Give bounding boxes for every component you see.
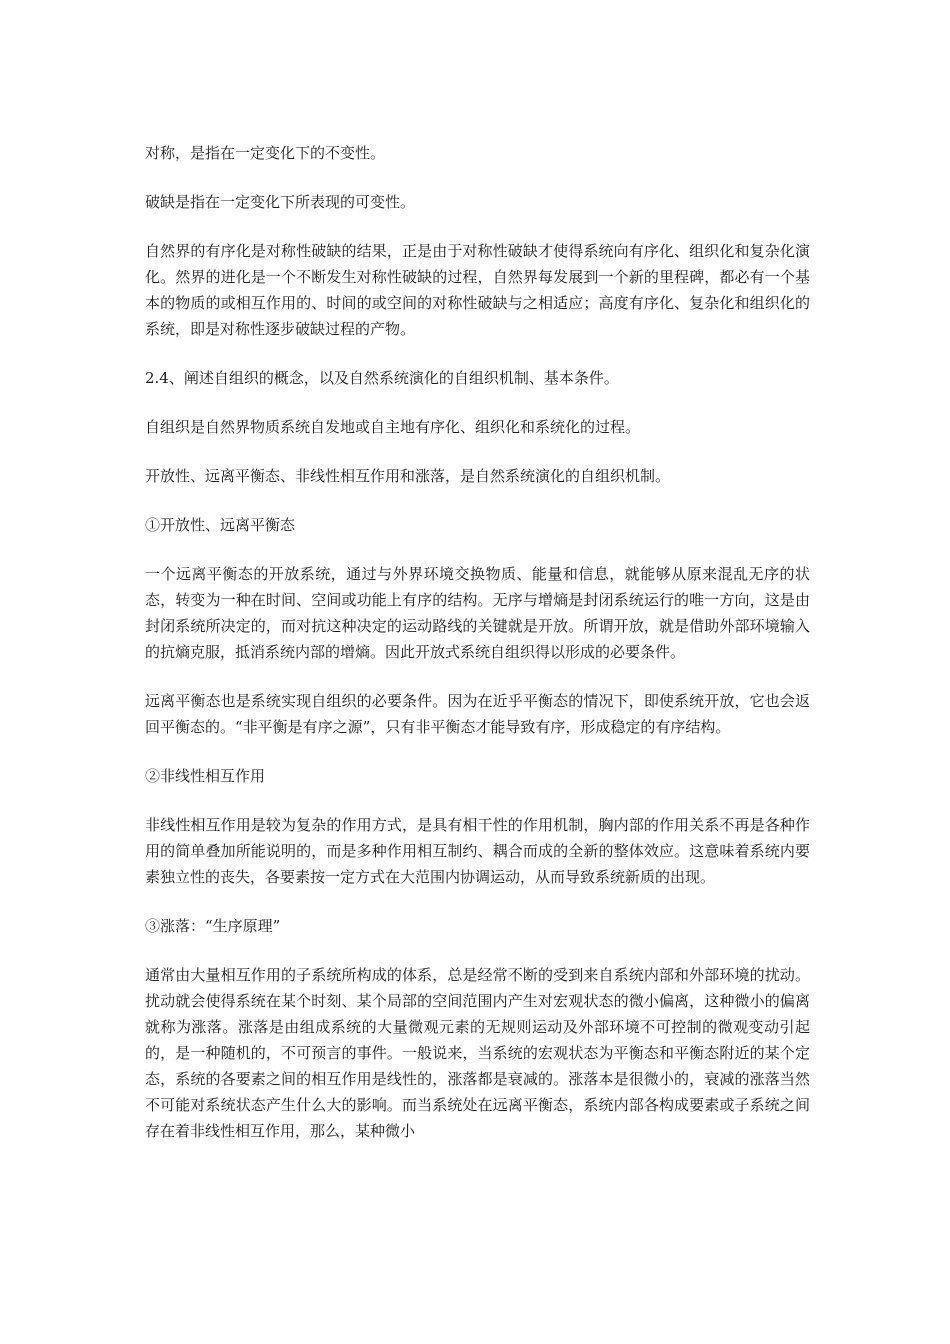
paragraph-self-organization-definition: 自组织是自然界物质系统自发地或自主地有序化、组织化和系统化的过程。 <box>145 418 641 436</box>
paragraph-mechanisms: 开放性、远离平衡态、非线性相互作用和涨落，是自然系统演化的自组织机制。 <box>145 467 671 485</box>
paragraph-breaking-definition: 破缺是指在一定变化下所表现的可变性。 <box>145 193 416 211</box>
subheading-fluctuation: ③涨落：“生序原理” <box>145 917 281 935</box>
subheading-nonlinear: ②非线性相互作用 <box>145 767 266 785</box>
paragraph-symmetry-definition: 对称，是指在一定变化下的不变性。 <box>145 144 386 162</box>
subheading-openness: ①开放性、远离平衡态 <box>145 516 296 534</box>
document-body <box>145 140 810 1167</box>
paragraph-ordering-nature: 自然界的有序化是对称性破缺的结果，正是由于对称性破缺才使得系统向有序化、组织化和复杂化演化。然界的进化是一个不断发生对称性破缺的过程，自然界每发展到一个新的里程碑，都必有一个基本的物质的或相互作用的、时间的或空间的对称性破缺与之相适应；高度有序化、复杂化和组织化的系统，即是对称性逐步破缺过程的产物。 <box>145 242 810 338</box>
paragraph-nonlinear-interaction: 非线性相互作用是较为复杂的作用方式，是具有相干性的作用机制，胸内部的作用关系不再是各种作用的简单叠加所能说明的，而是多种作用相互制约、耦合而成的全新的整体效应。这意味着系统内要素独立性的丧失，各要素按一定方式在大范围内协调运动，从而导致系统新质的出现。 <box>145 816 810 886</box>
section-heading-2-4: 2.4、阐述自组织的概念，以及自然系统演化的自组织机制、基本条件。 <box>145 369 619 387</box>
paragraph-open-system: 一个远离平衡态的开放系统，通过与外界环境交换物质、能量和信息，就能够从原来混乱无序的状态，转变为一种在时间、空间或功能上有序的结构。无序与增熵是封闭系统运行的唯一方向，这是由封闭系统所决定的，而对抗这种决定的运动路线的关键就是开放。所谓开放，就是借助外部环境输入的抗熵克服，抵消系统内部的增熵。因此开放式系统自组织得以形成的必要条件。 <box>145 565 810 661</box>
paragraph-fluctuation: 通常由大量相互作用的子系统所构成的体系，总是经常不断的受到来自系统内部和外部环境的扰动。扰动就会使得系统在某个时刻、某个局部的空间范围内产生对宏观状态的微小偏离，这种微小的偏离就称为涨落。涨落是由组成系统的大量微观元素的无规则运动及外部环境不可控制的微观变动引起的，是一种随机的，不可预言的事件。一般说来，当系统的宏观状态为平衡态和平衡态附近的某个定态，系统的各要素之间的相互作用是线性的，涨落都是衰减的。涨落本是很微小的，衰减的涨落当然不可能对系统状态产生什么大的影响。而当系统处在远离平衡态，系统内部各构成要素或子系统之间存在着非线性相互作用，那么，某种微小 <box>145 966 810 1140</box>
paragraph-far-from-equilibrium: 远离平衡态也是系统实现自组织的必要条件。因为在近乎平衡态的情况下，即使系统开放，它也会返回平衡态的。“非平衡是有序之源”，只有非平衡态才能导致有序，形成稳定的有序结构。 <box>145 692 810 736</box>
